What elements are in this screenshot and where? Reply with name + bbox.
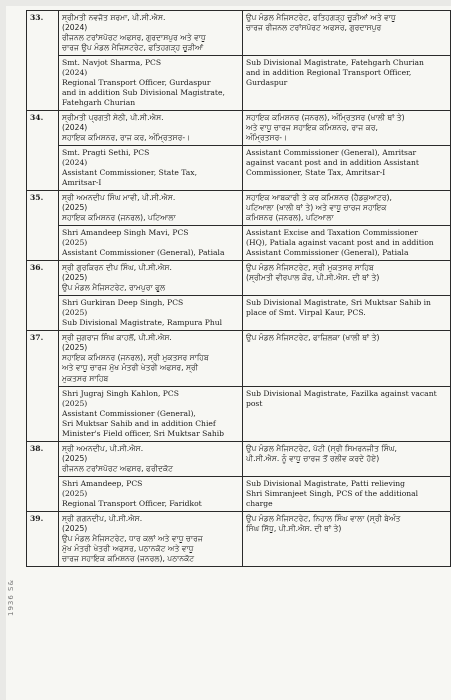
english-officer-cell-line: Smt. Navjot Sharma, PCS: [62, 58, 162, 68]
english-posting-cell-line: Sub Divisional Magistrate, Patti relieving: [246, 478, 406, 488]
punjabi-officer-cell-line: (2025): [62, 273, 88, 283]
punjabi-posting-cell-line: (ਸ੍ਰੀਮਤੀ ਵੀਰਪਾਲ ਕੌਰ, ਪੀ.ਸੀ.ਐਸ. ਦੀ ਥਾਂ ਤੇ): [246, 273, 380, 283]
english-officer-cell-line: Shri Gurkiran Deep Singh, PCS: [62, 298, 184, 308]
punjabi-officer-cell-line: (2024): [62, 123, 88, 133]
punjabi-posting-cell: [243, 331, 451, 386]
english-posting-cell-line: Shri Simranjeet Singh, PCS of the additional: [246, 488, 419, 498]
punjabi-officer-cell-line: ਉਪ ਮੰਡਲ ਮੈਜਿਸਟਰੇਟ, ਰਾਮਪੁਰਾ ਫੂਲ: [62, 283, 166, 293]
table-row: [27, 111, 451, 146]
english-officer-cell-line: Amritsar-I: [62, 178, 102, 188]
punjabi-posting-cell-line: ਪੀ.ਸੀ.ਐਸ. ਨੂੰ ਵਾਧੂ ਚਾਰਜ ਤੋਂ ਰਲੀਵ ਕਰਦੇ ਹੋਏ): [246, 453, 380, 463]
punjabi-officer-cell-line: ਸਹਾਇਕ ਕਮਿਸ਼ਨਰ, ਰਾਜ ਕਰ, ਅੰਮ੍ਰਿਤਸਰ-।: [62, 133, 191, 143]
punjabi-officer-cell: [59, 111, 243, 146]
serial-number: 35.: [27, 191, 59, 261]
punjabi-officer-cell-line: ਸ੍ਰੀ ਜੁਗਰਾਜ ਸਿੰਘ ਕਾਹਲੋਂ, ਪੀ.ਸੀ.ਐਸ.: [62, 333, 172, 343]
margin-note: 1936 S&: [7, 579, 15, 616]
punjabi-officer-cell-line: ਮੁੱਖ ਮੰਤਰੀ ਖੇਤਰੀ ਅਫਸਰ, ਪਠਾਨਕੋਟ ਅਤੇ ਵਾਧੂ: [62, 543, 194, 553]
table-body: [27, 11, 451, 567]
punjabi-officer-cell-line: ਚਾਰਜ ਉਪ ਮੰਡਲ ਮੈਜਿਸਟਰੇਟ, ਫਤਿਹਗੜ੍ਹ ਚੂੜੀਆਂ: [62, 43, 204, 53]
punjabi-posting-cell: [243, 511, 451, 566]
english-officer-cell-line: Minister's Field officer, Sri Muktsar Sahib: [62, 428, 225, 438]
punjabi-posting-cell-line: ਕਮਿਸ਼ਨਰ (ਜਨਰਲ), ਪਟਿਆਲਾ: [246, 213, 334, 223]
punjabi-officer-cell-line: ਉਪ ਮੰਡਲ ਮੈਜਿਸਟਰੇਟ, ਧਾਰ ਕਲਾਂ ਅਤੇ ਵਾਧੂ ਚਾਰਜ: [62, 533, 203, 543]
english-posting-cell: [243, 476, 451, 511]
english-officer-cell-line: (2024): [62, 158, 88, 168]
punjabi-officer-cell-line: (2025): [62, 203, 88, 213]
english-officer-cell-line: Regional Transport Officer, Gurdaspur: [62, 78, 211, 88]
punjabi-posting-cell-line: ਸਹਾਇਕ ਕਮਿਸ਼ਨਰ (ਜਨਰਲ), ਅੰਮ੍ਰਿਤਸਰ (ਖਾਲੀ ਥਾਂ ਤੇ): [246, 113, 405, 123]
english-officer-cell-line: Sub Divisional Magistrate, Rampura Phul: [62, 318, 223, 328]
english-officer-cell-line: Assistant Commissioner (General),: [62, 408, 196, 418]
english-posting-cell-line: against vacant post and in addition Assistant: [246, 158, 419, 168]
english-posting-cell-line: charge: [246, 498, 273, 508]
english-posting-cell: [243, 226, 451, 261]
table-row: [27, 56, 451, 111]
punjabi-posting-cell-line: ਉਪ ਮੰਡਲ ਮੈਜਿਸਟਰੇਟ, ਪੱਟੀ (ਸ੍ਰੀ ਸਿਮਰਨਜੀਤ ਸਿੰਘ,: [246, 443, 397, 453]
table-row: [27, 261, 451, 296]
english-posting-cell: [243, 386, 451, 441]
english-officer-cell-line: Sri Muktsar Sahib and in addition Chief: [62, 418, 216, 428]
table-row: [27, 226, 451, 261]
table-row: [27, 146, 451, 191]
english-officer-cell-line: Smt. Pragti Sethi, PCS: [62, 148, 150, 158]
serial-number: 36.: [27, 261, 59, 331]
punjabi-posting-cell-line: ਉਪ ਮੰਡਲ ਮੈਜਿਸਟਰੇਟ, ਸ੍ਰੀ ਮੁਕਤਸਰ ਸਾਹਿਬ: [246, 263, 374, 273]
table-row: [27, 441, 451, 476]
english-officer-cell: [59, 476, 243, 511]
english-posting-cell-line: Assistant Excise and Taxation Commissioner: [246, 228, 418, 238]
english-officer-cell-line: Regional Transport Officer, Faridkot: [62, 498, 202, 508]
punjabi-officer-cell: [59, 191, 243, 226]
serial-number: 34.: [27, 111, 59, 191]
english-officer-cell-line: Assistant Commissioner, State Tax,: [62, 168, 197, 178]
english-officer-cell: [59, 146, 243, 191]
punjabi-officer-cell-line: ਸ੍ਰੀ ਅਮਨਦੀਪ, ਪੀ.ਸੀ.ਐਸ.: [62, 443, 144, 453]
punjabi-officer-cell-line: ਅਤੇ ਵਾਧੂ ਚਾਰਜ ਮੁੱਖ ਮੰਤਰੀ ਖੇਤਰੀ ਅਫਸਰ, ਸ੍ਰੀ: [62, 363, 199, 373]
punjabi-officer-cell-line: ਮੁਕਤਸਰ ਸਾਹਿਬ: [62, 373, 109, 383]
english-posting-cell-line: (HQ), Patiala against vacant post and in addition: [246, 238, 434, 248]
english-posting-cell-line: post: [246, 398, 263, 408]
punjabi-officer-cell-line: ਸ੍ਰੀਮਤੀ ਪ੍ਰਗਤੀ ਸੇਠੀ, ਪੀ.ਸੀ.ਐਸ.: [62, 113, 164, 123]
punjabi-posting-cell-line: ਚਾਰਜ ਰੀਜਨਲ ਟਰਾਂਸਪੋਰਟ ਅਫਸਰ, ਗੁਰਦਾਸਪੁਰ: [246, 23, 382, 33]
punjabi-officer-cell-line: ਸ੍ਰੀ ਗੁਰਕਿਰਨ ਦੀਪ ਸਿੰਘ, ਪੀ.ਸੀ.ਐਸ.: [62, 263, 172, 273]
punjabi-officer-cell-line: ਸਹਾਇਕ ਕਮਿਸ਼ਨਰ (ਜਨਰਲ), ਪਟਿਆਲਾ: [62, 213, 176, 223]
punjabi-officer-cell-line: (2024): [62, 23, 88, 33]
english-posting-cell: [243, 296, 451, 331]
punjabi-officer-cell-line: (2025): [62, 523, 88, 533]
punjabi-posting-cell: [243, 111, 451, 146]
punjabi-posting-cell: [243, 261, 451, 296]
english-officer-cell-line: Shri Amandeep Singh Mavi, PCS: [62, 228, 189, 238]
english-officer-cell: [59, 386, 243, 441]
english-posting-cell-line: Assistant Commissioner (General), Amritsar: [246, 148, 417, 158]
table-row: [27, 331, 451, 386]
serial-number: 37.: [27, 331, 59, 441]
punjabi-posting-cell-line: ਸਹਾਇਕ ਆਬਕਾਰੀ ਤੇ ਕਰ ਕਮਿਸ਼ਨਰ (ਹੈਡਕੁਆਟਰ),: [246, 193, 392, 203]
table-row: [27, 191, 451, 226]
english-posting-cell-line: Sub Divisional Magistrate, Fatehgarh Churian: [246, 58, 424, 68]
table-row: [27, 11, 451, 56]
english-posting-cell: [243, 56, 451, 111]
punjabi-officer-cell: [59, 331, 243, 386]
serial-number: 38.: [27, 441, 59, 511]
table-row: [27, 476, 451, 511]
punjabi-officer-cell: [59, 511, 243, 566]
punjabi-officer-cell-line: ਸ੍ਰੀ ਗਗਨਦੀਪ, ਪੀ.ਸੀ.ਐਸ.: [62, 513, 143, 523]
table-row: [27, 386, 451, 441]
punjabi-officer-cell: [59, 261, 243, 296]
english-officer-cell-line: and in addition Sub Divisional Magistrate,: [62, 88, 225, 98]
punjabi-officer-cell: [59, 441, 243, 476]
punjabi-officer-cell: [59, 11, 243, 56]
punjabi-posting-cell-line: ਸਿੰਘ ਸਿੱਧੂ, ਪੀ.ਸੀ.ਐਸ. ਦੀ ਥਾਂ ਤੇ): [246, 523, 342, 533]
english-officer-cell-line: Assistant Commissioner (General), Patiala: [62, 248, 225, 258]
english-posting-cell-line: Assistant Commissioner (General), Patiala: [246, 248, 409, 258]
english-posting-cell: [243, 146, 451, 191]
punjabi-posting-cell: [243, 11, 451, 56]
punjabi-officer-cell-line: (2025): [62, 343, 88, 353]
english-posting-cell-line: place of Smt. Virpal Kaur, PCS.: [246, 308, 366, 318]
punjabi-officer-cell-line: (2025): [62, 453, 88, 463]
punjabi-posting-cell: [243, 441, 451, 476]
punjabi-posting-cell: [243, 191, 451, 226]
punjabi-officer-cell-line: ਸ੍ਰੀਮਤੀ ਨਵਜੋਤ ਸ਼ਰਮਾ, ਪੀ.ਸੀ.ਐਸ.: [62, 13, 166, 22]
punjabi-officer-cell-line: ਸਹਾਇਕ ਕਮਿਸ਼ਨਰ (ਜਨਰਲ), ਸ੍ਰੀ ਮੁਕਤਸਰ ਸਾਹਿਬ: [62, 353, 209, 363]
english-officer-cell-line: (2025): [62, 308, 88, 318]
table-row: [27, 511, 451, 566]
punjabi-officer-cell-line: ਰੀਜਨਲ ਟਰਾਂਸਪੋਰਟ ਅਫਸਰ, ਗੁਰਦਾਸਪੁਰ ਅਤੇ ਵਾਧੂ: [62, 33, 206, 43]
punjabi-posting-cell-line: ਪਟਿਆਲਾ (ਖਾਲੀ ਥਾਂ ਤੇ) ਅਤੇ ਵਾਧੂ ਚਾਰਜ ਸਹਾਇਕ: [246, 203, 387, 213]
serial-number: 39.: [27, 511, 59, 566]
english-officer-cell: [59, 226, 243, 261]
document-page: [6, 6, 451, 700]
english-posting-cell-line: Sub Divisional Magistrate, Fazilka against vacant: [246, 388, 437, 398]
english-posting-cell-line: and in addition Regional Transport Officer,: [246, 68, 412, 78]
english-officer-cell-line: Fatehgarh Churian: [62, 98, 136, 108]
english-posting-cell-line: Commissioner, State Tax, Amritsar-I: [246, 168, 386, 178]
transfer-orders-table: [26, 10, 451, 567]
table-row: [27, 296, 451, 331]
english-officer-cell-line: Shri Jugraj Singh Kahlon, PCS: [62, 388, 179, 398]
punjabi-officer-cell-line: ਰੀਜਨਲ ਟਰਾਂਸਪੋਰਟ ਅਫਸਰ, ਫਰੀਦਕੋਟ: [62, 463, 174, 473]
english-officer-cell: [59, 56, 243, 111]
english-officer-cell-line: (2025): [62, 488, 88, 498]
english-officer-cell-line: (2025): [62, 238, 88, 248]
punjabi-posting-cell-line: ਉਪ ਮੰਡਲ ਮੈਜਿਸਟਰੇਟ, ਨਿਹਾਲ ਸਿੰਘ ਵਾਲਾ (ਸ੍ਰੀ ਬੇਅੰਤ: [246, 513, 401, 523]
english-officer-cell-line: Shri Amandeep, PCS: [62, 478, 143, 488]
punjabi-posting-cell-line: ਅੰਮ੍ਰਿਤਸਰ-।: [246, 133, 288, 143]
punjabi-officer-cell-line: ਸ੍ਰੀ ਅਮਨਦੀਪ ਸਿੰਘ ਮਾਵੀ, ਪੀ.ਸੀ.ਐਸ.: [62, 193, 176, 203]
english-officer-cell: [59, 296, 243, 331]
english-posting-cell-line: Sub Divisional Magistrate, Sri Muktsar Sahib in: [246, 298, 431, 308]
punjabi-posting-cell-line: ਉਪ ਮੰਡਲ ਮੈਜਿਸਟਰੇਟ, ਫਾਜ਼ਿਲਕਾ (ਖਾਲੀ ਥਾਂ ਤੇ): [246, 333, 380, 343]
punjabi-posting-cell-line: ਅਤੇ ਵਾਧੂ ਚਾਰਜ ਸਹਾਇਕ ਕਮਿਸ਼ਨਰ, ਰਾਜ ਕਰ,: [246, 123, 378, 133]
english-officer-cell-line: (2025): [62, 398, 88, 408]
serial-number: 33.: [27, 11, 59, 111]
punjabi-officer-cell-line: ਚਾਰਜ ਸਹਾਇਕ ਕਮਿਸ਼ਨਰ (ਜਨਰਲ), ਪਠਾਨਕੋਟ: [62, 553, 195, 563]
english-officer-cell-line: (2024): [62, 68, 88, 78]
punjabi-posting-cell-line: ਉਪ ਮੰਡਲ ਮੈਜਿਸਟਰੇਟ, ਫਤਿਹਗੜ੍ਹ ਚੂੜੀਆਂ ਅਤੇ ਵਾਧੂ: [246, 13, 396, 22]
english-posting-cell-line: Gurdaspur: [246, 78, 288, 88]
